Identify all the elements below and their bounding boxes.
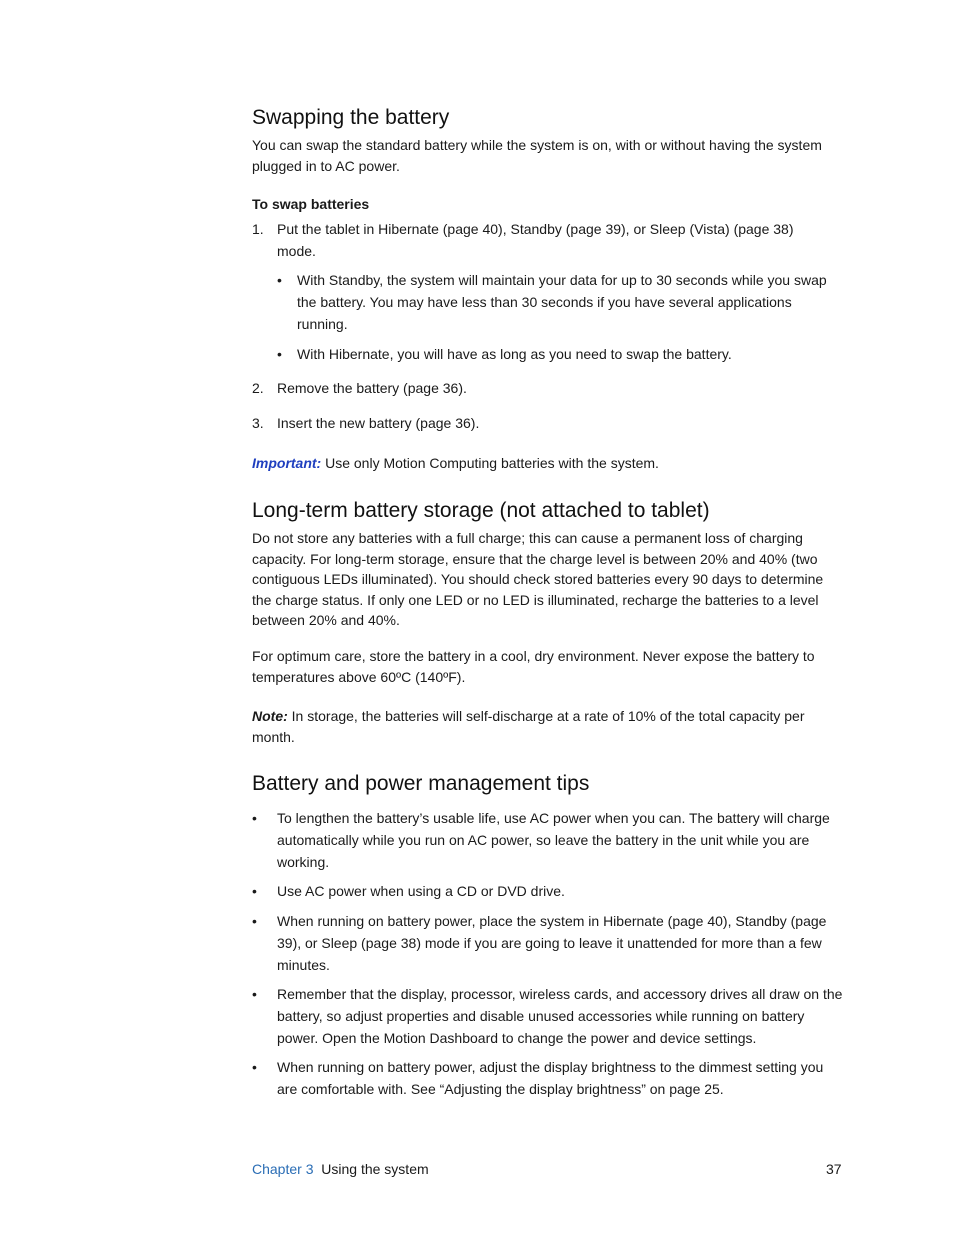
storage-paragraph-1: Do not store any batteries with a full charge; this can cause a permanent loss of charging capacity. For long-term storage, ensure that the charge level is between 20% and 40% (two contiguous LEDs illuminated). You should check stored batteries every 90 days to determine the charge status. If only one LED or no LED is illuminated, recharge the batteries to a level between 20% and 40%. xyxy=(252,530,824,628)
sub-bullet-text: With Hibernate, you will have as long as you need to swap the battery. xyxy=(297,346,732,362)
tip-text: When running on battery power, adjust the display brightness to the dimmest setting you are comfortable with. See “Adjusting the display brightness” on page 25. xyxy=(277,1059,824,1097)
storage-note xyxy=(252,706,844,747)
procedure-title: To swap batteries xyxy=(252,196,370,212)
sub-bullet-item xyxy=(277,269,845,335)
note-text: In storage, the batteries will self-discharge at a rate of 10% of the total capacity per month. xyxy=(252,708,805,745)
tip-text: To lengthen the battery’s usable life, use AC power when you can. The battery will charge automatically while you run on AC power, so leave the battery in the unit while you are working. xyxy=(277,810,830,870)
tip-text: Use AC power when using a CD or DVD drive. xyxy=(277,883,565,899)
important-callout xyxy=(252,453,844,474)
bullet-marker: • xyxy=(277,346,282,362)
note-label: Note: xyxy=(252,708,288,724)
step-text: Remove the battery (page 36). xyxy=(277,380,467,396)
step-number: 1. xyxy=(252,221,264,237)
sub-bullet-item xyxy=(277,343,845,365)
heading-power-tips: Battery and power management tips xyxy=(252,772,590,795)
tip-item xyxy=(252,910,844,976)
bullet-marker: • xyxy=(277,272,282,288)
bullet-marker: • xyxy=(252,913,257,929)
heading-long-term-storage: Long-term battery storage (not attached to tablet) xyxy=(252,499,710,522)
storage-paragraph-2: For optimum care, store the battery in a cool, dry environment. Never expose the battery to temperatures above 60ºC (140ºF). xyxy=(252,648,815,685)
step-number: 3. xyxy=(252,415,264,431)
step-item xyxy=(252,412,817,434)
footer-chapter xyxy=(252,1161,429,1177)
step-text: Put the tablet in Hibernate (page 40), Standby (page 39), or Sleep (Vista) (page 38) mode. xyxy=(277,221,794,259)
tip-item xyxy=(252,1056,844,1100)
swap-intro-paragraph: You can swap the standard battery while the system is on, with or without having the system plugged in to AC power. xyxy=(252,137,822,174)
bullet-marker: • xyxy=(252,883,257,899)
bullet-marker: • xyxy=(252,986,257,1002)
important-label: Important: xyxy=(252,455,322,471)
step-text: Insert the new battery (page 36). xyxy=(277,415,480,431)
tip-item xyxy=(252,880,844,902)
step-item xyxy=(252,218,817,262)
tip-text: Remember that the display, processor, wireless cards, and accessory drives all draw on the battery, so adjust properties and disable unused accessories while running on battery power. Open the Motion Dashboard to change the power and device settings. xyxy=(277,986,843,1046)
sub-bullet-text: With Standby, the system will maintain your data for up to 30 seconds while you swap the battery. You may have less than 30 seconds if you have several applications running. xyxy=(297,272,827,332)
page-number: 37 xyxy=(826,1161,842,1177)
tip-item xyxy=(252,983,844,1049)
bullet-marker: • xyxy=(252,810,257,826)
step-number: 2. xyxy=(252,380,264,396)
heading-swapping-battery: Swapping the battery xyxy=(252,106,450,129)
footer-chapter-number: Chapter 3 xyxy=(252,1161,314,1177)
tip-item xyxy=(252,807,844,873)
step-item xyxy=(252,377,817,399)
bullet-marker: • xyxy=(252,1059,257,1075)
tip-text: When running on battery power, place the system in Hibernate (page 40), Standby (page 39), or Sleep (page 38) mode if you are going to leave it unattended for more than a few minutes. xyxy=(277,913,827,973)
footer-chapter-title: Using the system xyxy=(321,1161,429,1177)
important-text: Use only Motion Computing batteries with the system. xyxy=(321,455,659,471)
